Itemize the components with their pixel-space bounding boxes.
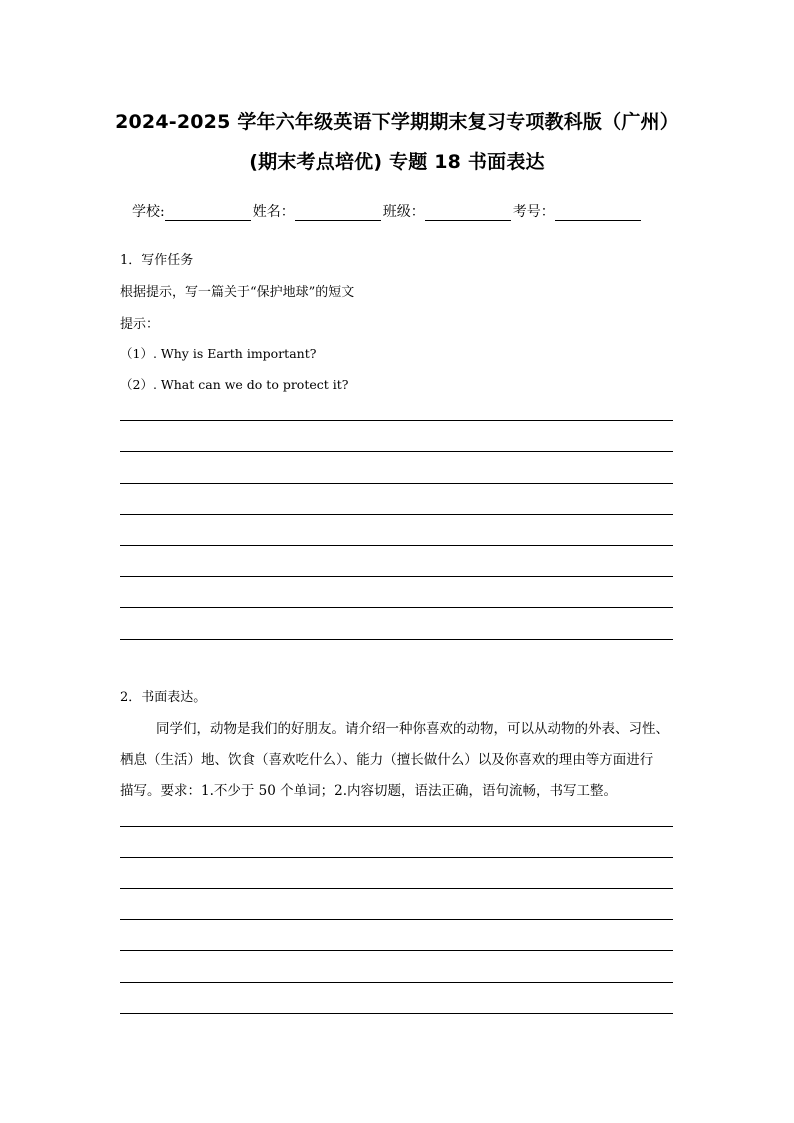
question-1-instruction: 根据提示，写一篇关于“保护地球”的短文: [120, 285, 355, 300]
number-field: [513, 201, 643, 221]
answer-line[interactable]: [120, 888, 673, 889]
student-info-row: [132, 201, 643, 221]
question-1-hint-1: （1）. Why is Earth important?: [120, 346, 317, 361]
answer-line[interactable]: [120, 826, 673, 827]
name-blank[interactable]: [295, 206, 381, 221]
number-blank[interactable]: [555, 206, 641, 221]
school-label: 学校:: [132, 204, 165, 220]
number-label: 考号：: [512, 204, 555, 220]
answer-line[interactable]: [120, 857, 673, 858]
answer-line[interactable]: [120, 1013, 673, 1014]
question-2-paragraph-line: 描写。要求：1.不少于 50 个单词；2.内容切题，语法正确，语句流畅，书写工整。: [120, 783, 618, 799]
answer-line[interactable]: [120, 451, 673, 452]
question-2-paragraph-line: 栖息（生活）地、饮食（喜欢吃什么）、能力（擅长做什么）以及你喜欢的理由等方面进行: [120, 752, 654, 768]
answer-line[interactable]: [120, 514, 673, 515]
name-label: 姓名：: [252, 204, 295, 220]
answer-line[interactable]: [120, 982, 673, 983]
class-blank[interactable]: [425, 206, 511, 221]
question-2-heading: 2．书面表达。: [120, 690, 207, 705]
answer-line[interactable]: [120, 576, 673, 577]
answer-line[interactable]: [120, 950, 673, 951]
question-2-paragraph-line: 同学们，动物是我们的好朋友。请介绍一种你喜欢的动物，可以从动物的外表、习性、: [156, 721, 669, 737]
school-field: [132, 201, 253, 221]
school-blank[interactable]: [165, 206, 251, 221]
page-title: 2024-2025 学年六年级英语下学期期末复习专项教科版（广州）: [115, 111, 679, 133]
question-1-heading: 1．写作任务: [120, 253, 194, 268]
class-label: 班级：: [382, 204, 425, 220]
answer-line[interactable]: [120, 607, 673, 608]
answer-line[interactable]: [120, 483, 673, 484]
page-subtitle: (期末考点培优) 专题 18 书面表达: [249, 151, 545, 173]
answer-line[interactable]: [120, 639, 673, 640]
answer-line[interactable]: [120, 420, 673, 421]
answer-line[interactable]: [120, 545, 673, 546]
question-1-hint-label: 提示：: [120, 317, 160, 332]
name-field: [253, 201, 383, 221]
question-1-hint-2: （2）. What can we do to protect it?: [120, 377, 349, 392]
answer-line[interactable]: [120, 919, 673, 920]
class-field: [383, 201, 513, 221]
